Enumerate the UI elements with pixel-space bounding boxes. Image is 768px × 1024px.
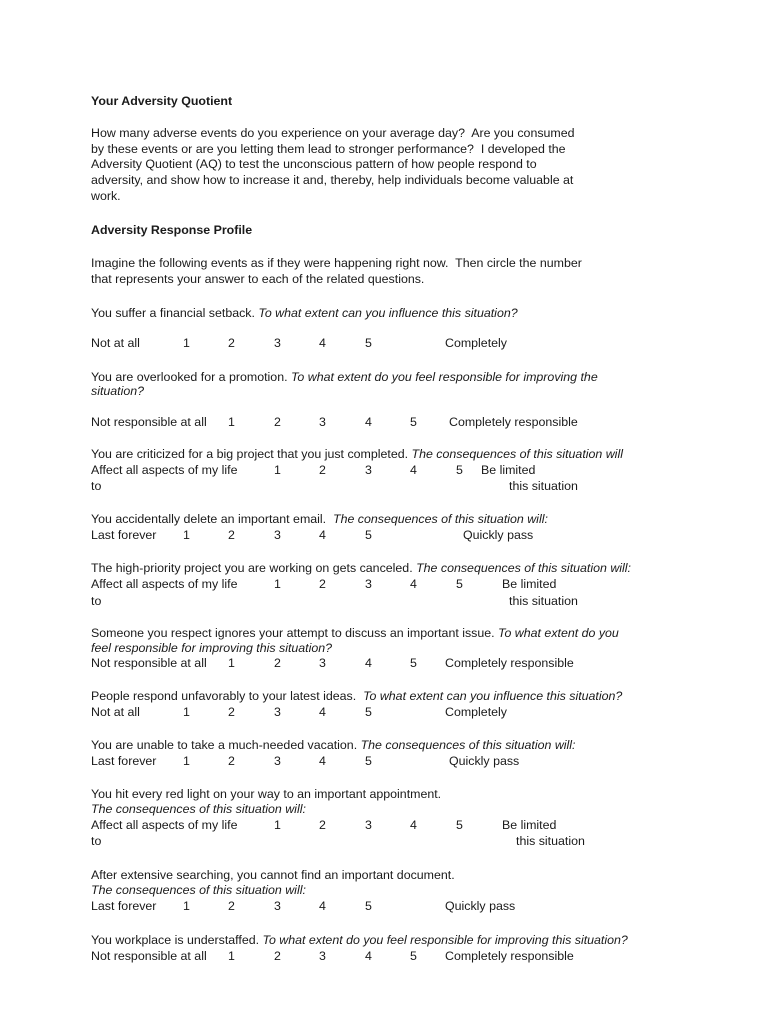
scale-high-label: Be limited <box>502 818 557 832</box>
scale-high-label: Completely responsible <box>449 415 578 429</box>
scale-option-5[interactable]: 5 <box>456 577 463 591</box>
scale-option-5[interactable]: 5 <box>410 949 417 963</box>
scale-option-4[interactable]: 4 <box>365 656 372 670</box>
question-text: To what extent can you influence this situation? <box>363 689 623 703</box>
scale-option-1[interactable]: 1 <box>228 415 235 429</box>
scale-option-3[interactable]: 3 <box>365 463 372 477</box>
question-text: To what extent can you influence this situation? <box>258 306 518 320</box>
scale-option-4[interactable]: 4 <box>410 577 417 591</box>
question-text: The consequences of this situation will: <box>91 883 306 897</box>
event-text: You workplace is understaffed. <box>91 933 263 947</box>
scale-low-label-cont: to <box>91 834 102 848</box>
scale-option-1[interactable]: 1 <box>274 818 281 832</box>
scale-low-label: Affect all aspects of my life <box>91 463 238 477</box>
scale-option-1[interactable]: 1 <box>274 577 281 591</box>
event-text: People respond unfavorably to your latest ideas. <box>91 689 364 703</box>
scale-option-5[interactable]: 5 <box>365 528 372 542</box>
scale-low-label-cont: to <box>91 479 102 493</box>
scale-high-label: Be limited <box>481 463 536 477</box>
question-11-prompt <box>91 933 628 948</box>
question-5-prompt <box>91 561 631 576</box>
scale-option-4[interactable]: 4 <box>365 949 372 963</box>
scale-option-3[interactable]: 3 <box>274 754 281 768</box>
scale-option-5[interactable]: 5 <box>410 656 417 670</box>
event-text: Someone you respect ignores your attempt to discuss an important issue. <box>91 626 499 640</box>
scale-high-label: Completely responsible <box>445 949 574 963</box>
question-text: The consequences of this situation will: <box>333 512 548 526</box>
scale-option-5[interactable]: 5 <box>456 463 463 477</box>
instructions-line: Imagine the following events as if they were happening right now. Then circle the number <box>91 256 582 270</box>
scale-option-3[interactable]: 3 <box>274 705 281 719</box>
scale-low-label: Not at all <box>91 705 140 719</box>
scale-option-3[interactable]: 3 <box>274 336 281 350</box>
scale-option-5[interactable]: 5 <box>365 336 372 350</box>
instructions-line: that represents your answer to each of the related questions. <box>91 272 425 286</box>
scale-low-label-cont: to <box>91 594 102 608</box>
scale-option-4[interactable]: 4 <box>410 463 417 477</box>
scale-option-3[interactable]: 3 <box>274 528 281 542</box>
question-7-prompt <box>91 689 622 704</box>
scale-option-4[interactable]: 4 <box>319 754 326 768</box>
question-text: To what extent do you <box>498 626 619 640</box>
question-3-prompt <box>91 447 623 462</box>
scale-high-label-cont: this situation <box>509 594 578 608</box>
scale-option-3[interactable]: 3 <box>319 656 326 670</box>
question-text: The consequences of this situation will: <box>360 738 576 752</box>
scale-option-5[interactable]: 5 <box>365 705 372 719</box>
scale-high-label: Quickly pass <box>445 899 516 913</box>
event-text: You accidentally delete an important email. <box>91 512 333 526</box>
scale-option-1[interactable]: 1 <box>183 336 190 350</box>
question-9-prompt: You hit every red light on your way to an important appointment. <box>91 787 442 801</box>
scale-high-label: Completely <box>445 336 507 350</box>
event-text: You are overlooked for a promotion. <box>91 370 291 384</box>
scale-option-2[interactable]: 2 <box>228 528 235 542</box>
scale-option-2[interactable]: 2 <box>274 656 281 670</box>
scale-option-4[interactable]: 4 <box>319 528 326 542</box>
scale-option-3[interactable]: 3 <box>319 415 326 429</box>
intro-line: work. <box>91 189 121 203</box>
scale-option-5[interactable]: 5 <box>456 818 463 832</box>
scale-high-label: Completely <box>445 705 507 719</box>
scale-option-1[interactable]: 1 <box>228 656 235 670</box>
scale-option-1[interactable]: 1 <box>183 899 190 913</box>
event-text: You are unable to take a much-needed vacation. <box>91 738 361 752</box>
scale-option-5[interactable]: 5 <box>410 415 417 429</box>
scale-low-label: Not responsible at all <box>91 415 207 429</box>
scale-option-4[interactable]: 4 <box>319 899 326 913</box>
scale-option-1[interactable]: 1 <box>274 463 281 477</box>
scale-low-label: Affect all aspects of my life <box>91 818 238 832</box>
section-heading: Adversity Response Profile <box>91 223 253 237</box>
question-text: To what extent do you feel responsible for improving the <box>290 370 598 384</box>
scale-option-2[interactable]: 2 <box>319 818 326 832</box>
scale-option-4[interactable]: 4 <box>319 336 326 350</box>
scale-low-label: Last forever <box>91 754 157 768</box>
scale-option-5[interactable]: 5 <box>365 754 372 768</box>
scale-option-4[interactable]: 4 <box>319 705 326 719</box>
question-1-prompt <box>91 306 518 321</box>
question-text: The consequences of this situation will: <box>416 561 631 575</box>
scale-low-label: Affect all aspects of my life <box>91 577 238 591</box>
scale-option-2[interactable]: 2 <box>228 754 235 768</box>
question-4-prompt <box>91 512 548 527</box>
scale-option-3[interactable]: 3 <box>365 577 372 591</box>
scale-option-4[interactable]: 4 <box>410 818 417 832</box>
scale-high-label: Be limited <box>502 577 557 591</box>
event-text: You are criticized for a big project that you just completed. <box>91 447 412 461</box>
scale-low-label: Not responsible at all <box>91 656 207 670</box>
scale-high-label: Quickly pass <box>463 528 534 542</box>
scale-option-2[interactable]: 2 <box>228 705 235 719</box>
intro-line: Adversity Quotient (AQ) to test the unconscious pattern of how people respond to <box>91 157 537 171</box>
scale-option-1[interactable]: 1 <box>183 705 190 719</box>
scale-option-3[interactable]: 3 <box>274 899 281 913</box>
question-text: The consequences of this situation will: <box>91 802 306 816</box>
scale-option-5[interactable]: 5 <box>365 899 372 913</box>
question-10-prompt: After extensive searching, you cannot find an important document. <box>91 868 455 882</box>
scale-option-2[interactable]: 2 <box>228 336 235 350</box>
event-text: The high-priority project you are working on gets canceled. <box>91 561 417 575</box>
scale-high-label-cont: this situation <box>516 834 585 848</box>
scale-option-1[interactable]: 1 <box>183 754 190 768</box>
scale-option-4[interactable]: 4 <box>365 415 372 429</box>
event-text: You suffer a financial setback. <box>91 306 259 320</box>
question-text: To what extent do you feel responsible for improving this situation? <box>262 933 628 947</box>
scale-low-label: Not at all <box>91 336 140 350</box>
scale-option-3[interactable]: 3 <box>365 818 372 832</box>
scale-option-2[interactable]: 2 <box>228 899 235 913</box>
scale-option-2[interactable]: 2 <box>319 577 326 591</box>
question-text-cont: situation? <box>91 384 145 398</box>
question-2-prompt <box>91 370 598 385</box>
scale-low-label: Last forever <box>91 899 157 913</box>
scale-option-2[interactable]: 2 <box>274 949 281 963</box>
scale-high-label: Completely responsible <box>445 656 574 670</box>
scale-high-label: Quickly pass <box>449 754 520 768</box>
intro-line: by these events or are you letting them lead to stronger performance? I developed the <box>91 142 566 156</box>
scale-high-label-cont: this situation <box>509 479 578 493</box>
question-8-prompt <box>91 738 575 753</box>
question-text: The consequences of this situation will <box>411 447 623 461</box>
intro-line: How many adverse events do you experience on your average day? Are you consumed <box>91 126 575 140</box>
scale-option-1[interactable]: 1 <box>228 949 235 963</box>
document-title: Your Adversity Quotient <box>91 94 233 108</box>
scale-option-3[interactable]: 3 <box>319 949 326 963</box>
intro-line: adversity, and show how to increase it and, thereby, help individuals become valuable at <box>91 173 574 187</box>
question-text-cont: feel responsible for improving this situation? <box>91 641 333 655</box>
scale-option-1[interactable]: 1 <box>183 528 190 542</box>
scale-low-label: Not responsible at all <box>91 949 207 963</box>
scale-option-2[interactable]: 2 <box>319 463 326 477</box>
scale-option-2[interactable]: 2 <box>274 415 281 429</box>
scale-low-label: Last forever <box>91 528 157 542</box>
question-6-prompt <box>91 626 619 641</box>
